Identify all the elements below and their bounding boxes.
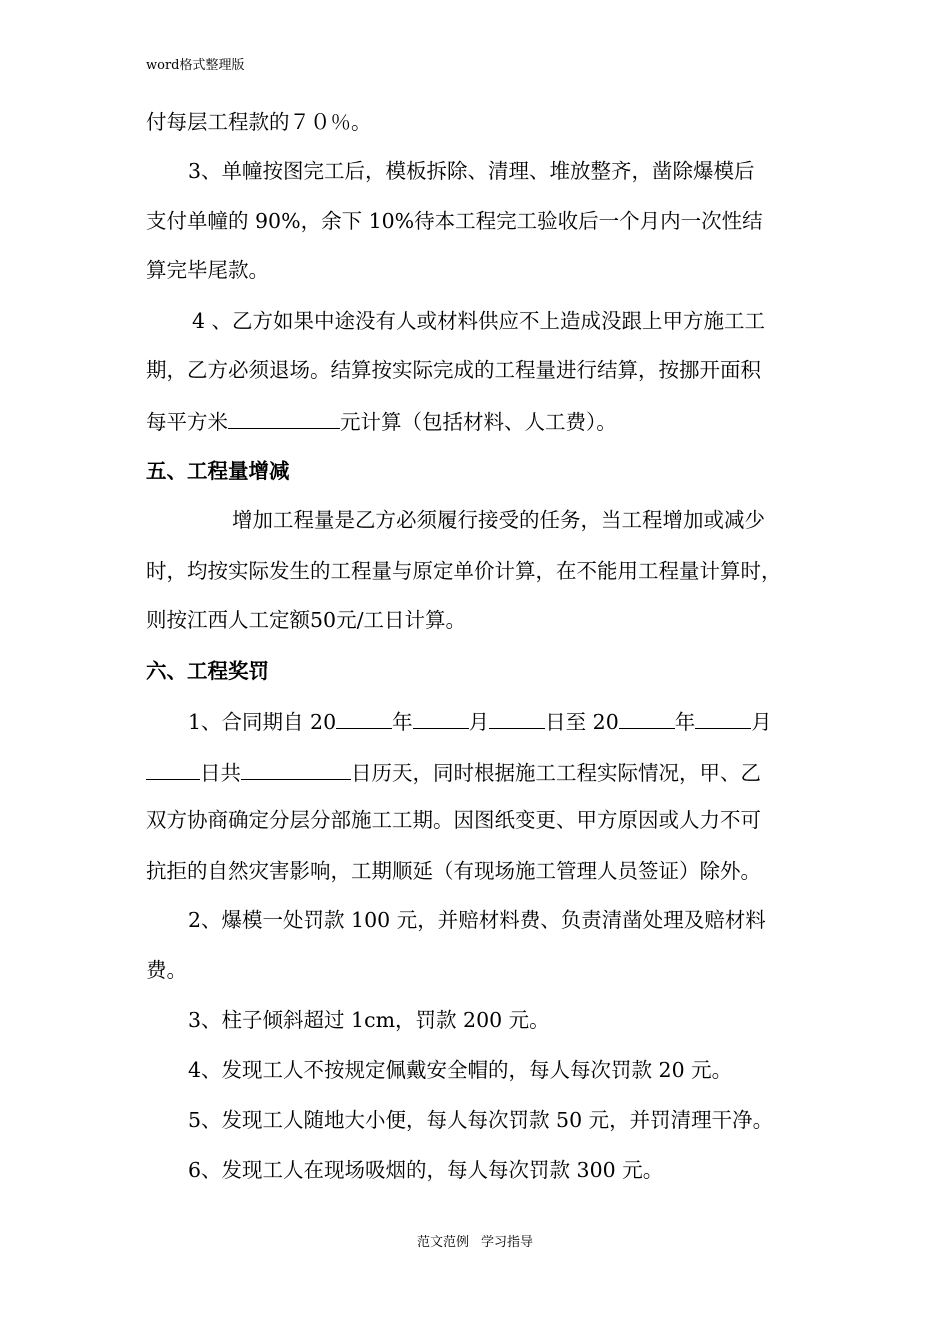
fill-blank [413,706,469,729]
line-text: 1、合同期自 20 [188,710,337,734]
line-text: 年 [392,710,413,734]
fill-blank [619,706,675,729]
paragraph-line: 3、柱子倾斜超过 1cm，罚款 200 元。 [188,1008,550,1032]
line-text: 日历天，同时根据施工工程实际情况，甲、乙 [351,761,761,785]
section-heading: 五、工程量增减 [146,459,290,483]
paragraph-line: 增加工程量是乙方必须履行接受的任务，当工程增加或减少 [232,508,765,532]
fill-blank [695,706,751,729]
fill-blank [228,406,340,429]
line-text: 日至 20 [545,710,619,734]
paragraph-line: 2、爆模一处罚款 100 元，并赔材料费、负责清凿处理及赔材料 [188,908,766,932]
line-text: 每平方米 [146,410,228,434]
fill-blank [336,706,392,729]
paragraph-line: 5、发现工人随地大小便，每人每次罚款 50 元，并罚清理干净。 [188,1108,774,1132]
page-footer [0,1235,950,1251]
paragraph-line [146,706,828,736]
line-text: 月 [751,710,772,734]
footer-left-text: 范文范例 [416,1235,469,1250]
page-header: word格式整理版 [146,58,245,73]
paragraph-line: 则按江西人工定额50元/工日计算。 [146,608,466,632]
fill-blank [489,706,545,729]
paragraph-line: 4 、乙方如果中途没有人或材料供应不上造成没跟上甲方施工工 [192,309,766,333]
paragraph-line: 费。 [146,958,187,982]
fill-blank [146,757,200,780]
line-text: 年 [674,710,696,734]
fill-blank [241,757,351,780]
paragraph-line: 6、发现工人在现场吸烟的，每人每次罚款 300 元。 [188,1158,664,1182]
paragraph-line [146,757,826,787]
footer-right-text: 学习指导 [481,1235,534,1250]
paragraph-line: 双方协商确定分层分部施工工期。因图纸变更、甲方原因或人力不可 [146,808,761,832]
paragraph-line: 4、发现工人不按规定佩戴安全帽的，每人每次罚款 20 元。 [188,1058,733,1082]
line-text: 元计算（包括材料、人工费）。 [340,410,617,434]
paragraph-line: 支付单幢的 90%，余下 10%待本工程完工验收后一个月内一次性结 [146,209,763,233]
paragraph-line: 3、单幢按图完工后，模板拆除、清理、堆放整齐，凿除爆模后 [188,159,755,183]
paragraph-line: 付每层工程款的７０％。 [146,110,372,134]
paragraph-line: 抗拒的自然灾害影响，工期顺延（有现场施工管理人员签证）除外。 [146,859,761,883]
paragraph-line: 期，乙方必须退场。结算按实际完成的工程量进行结算，按挪开面积 [146,358,761,382]
paragraph-line: 时，均按实际发生的工程量与原定单价计算，在不能用工程量计算时， [146,559,782,583]
paragraph-line [146,406,826,436]
line-text: 月 [468,710,490,734]
paragraph-line: 算完毕尾款。 [146,258,269,282]
section-heading: 六、工程奖罚 [146,659,269,683]
line-text: 日共 [200,761,241,785]
